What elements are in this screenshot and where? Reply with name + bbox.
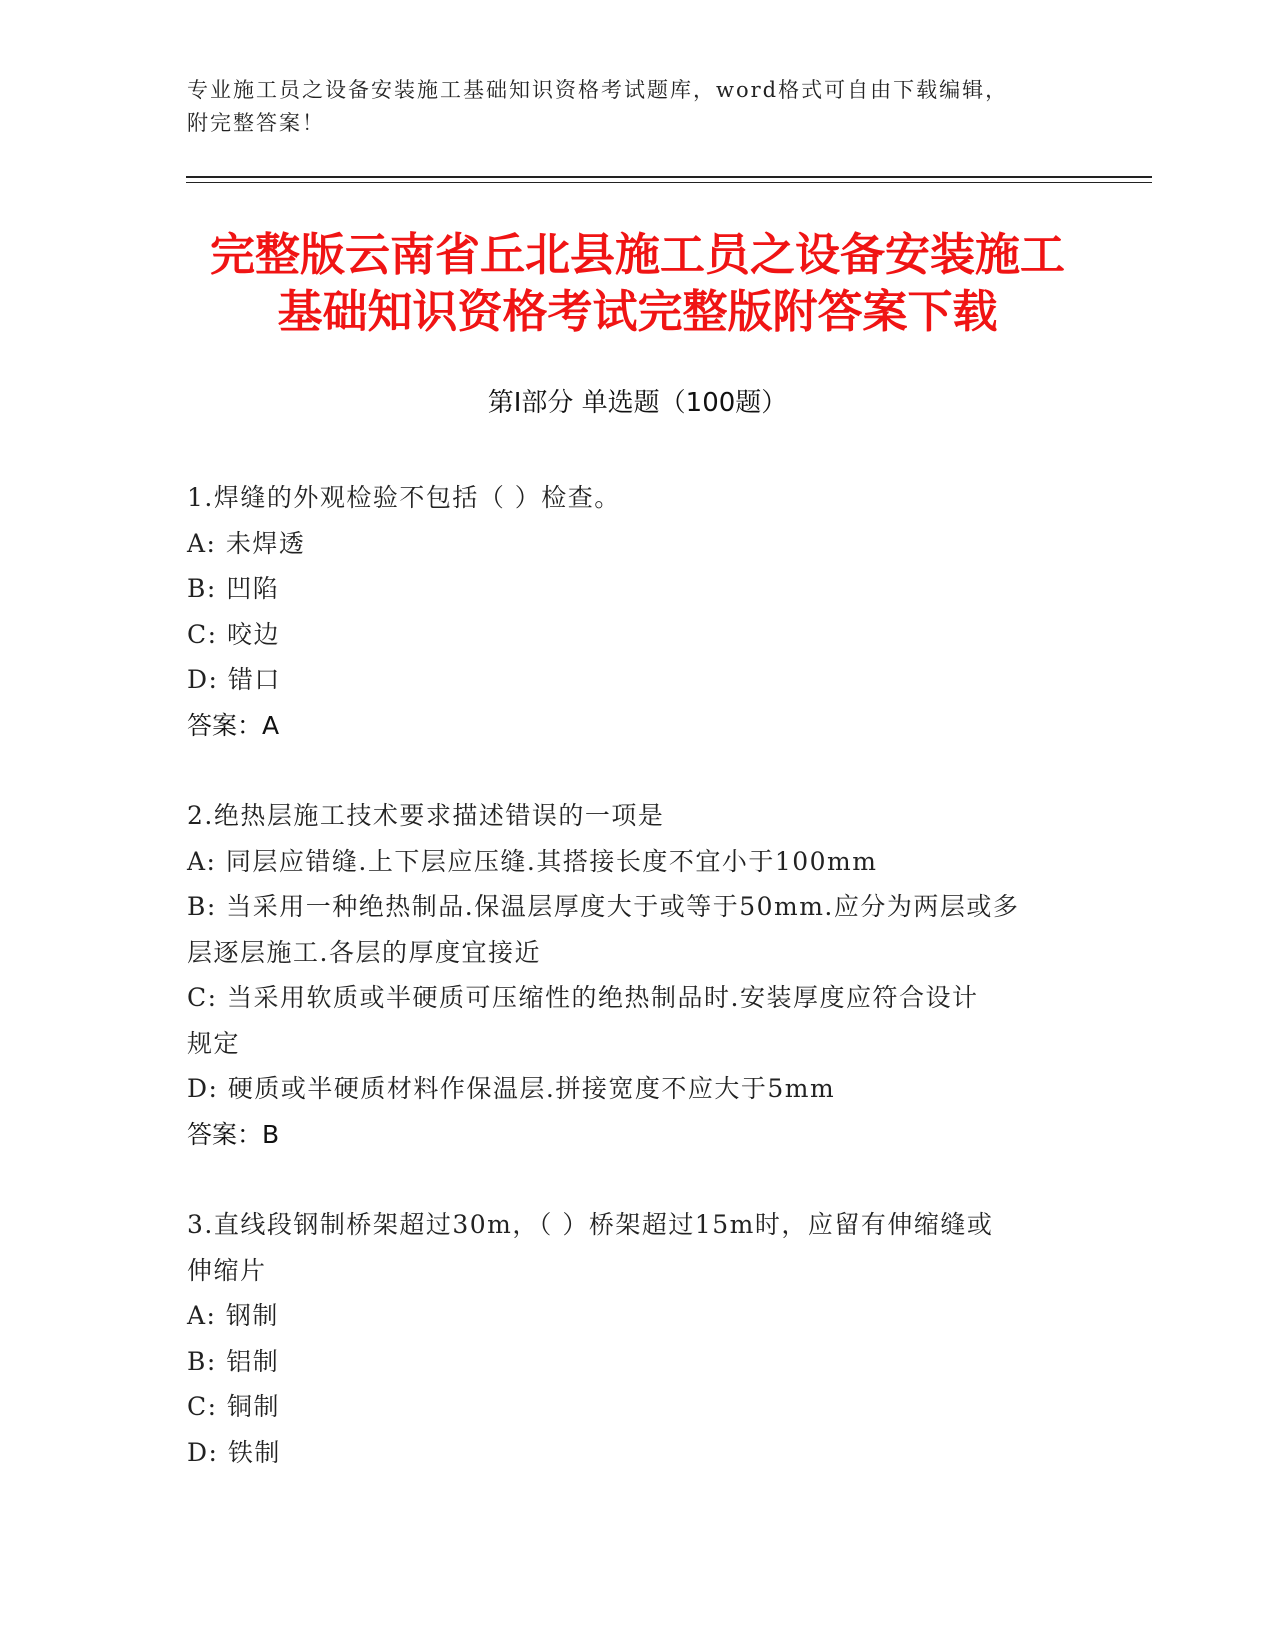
option-b: B: 当采用一种绝热制品.保温层厚度大于或等于50mm.应分为两层或多 — [187, 892, 1020, 921]
option-a: A: 同层应错缝.上下层应压缝.其搭接长度不宜小于100mm — [187, 846, 878, 876]
option-b: B: 凹陷 — [187, 574, 280, 603]
section-title: 第Ⅰ部分 单选题（100题） — [487, 388, 788, 418]
question-spacer — [187, 1157, 1087, 1202]
question-stem: 3.直线段钢制桥架超过30m，（ ）桥架超过15m时，应留有伸缩缝或 — [187, 1210, 994, 1239]
option-c: C: 咬边 — [187, 619, 280, 649]
option-d: D: 铁制 — [187, 1437, 281, 1467]
option-d: D: 硬质或半硬质材料作保温层.拼接宽度不应大于5mm — [187, 1074, 836, 1103]
question-stem: 1.焊缝的外观检验不包括（ ）检查。 — [187, 483, 621, 512]
header-note-line: 专业施工员之设备安装施工基础知识资格考试题库，word格式可自由下载编辑， — [187, 78, 1009, 102]
option-a: A: 钢制 — [187, 1301, 279, 1330]
header-divider-thin — [186, 182, 1152, 183]
option-c-continued: 规定 — [187, 1028, 241, 1058]
option-d: D: 错口 — [187, 665, 281, 694]
document-title — [130, 226, 1145, 340]
document-title-line: 基础知识资格考试完整版附答案下载 — [277, 285, 998, 338]
question-spacer — [187, 748, 1087, 793]
question-list — [187, 475, 1087, 1475]
option-a: A: 未焊透 — [187, 528, 306, 558]
answer-label: 答案：A — [187, 710, 280, 740]
option-c: C: 铜制 — [187, 1392, 280, 1421]
option-b-continued: 层逐层施工.各层的厚度宜接近 — [187, 937, 541, 967]
header-note — [187, 74, 1087, 140]
question-stem-continued: 伸缩片 — [187, 1255, 267, 1285]
question-stem: 2.绝热层施工技术要求描述错误的一项是 — [187, 801, 665, 830]
option-b: B: 铝制 — [187, 1346, 280, 1376]
question-item — [187, 475, 1087, 748]
question-item — [187, 793, 1087, 1157]
header-divider — [186, 176, 1152, 178]
answer-label: 答案：B — [187, 1119, 280, 1149]
question-item — [187, 1202, 1087, 1475]
header-note-line: 附完整答案！ — [187, 111, 325, 135]
option-c: C: 当采用软质或半硬质可压缩性的绝热制品时.安装厚度应符合设计 — [187, 983, 979, 1012]
document-title-line: 完整版云南省丘北县施工员之设备安装施工 — [209, 228, 1065, 281]
